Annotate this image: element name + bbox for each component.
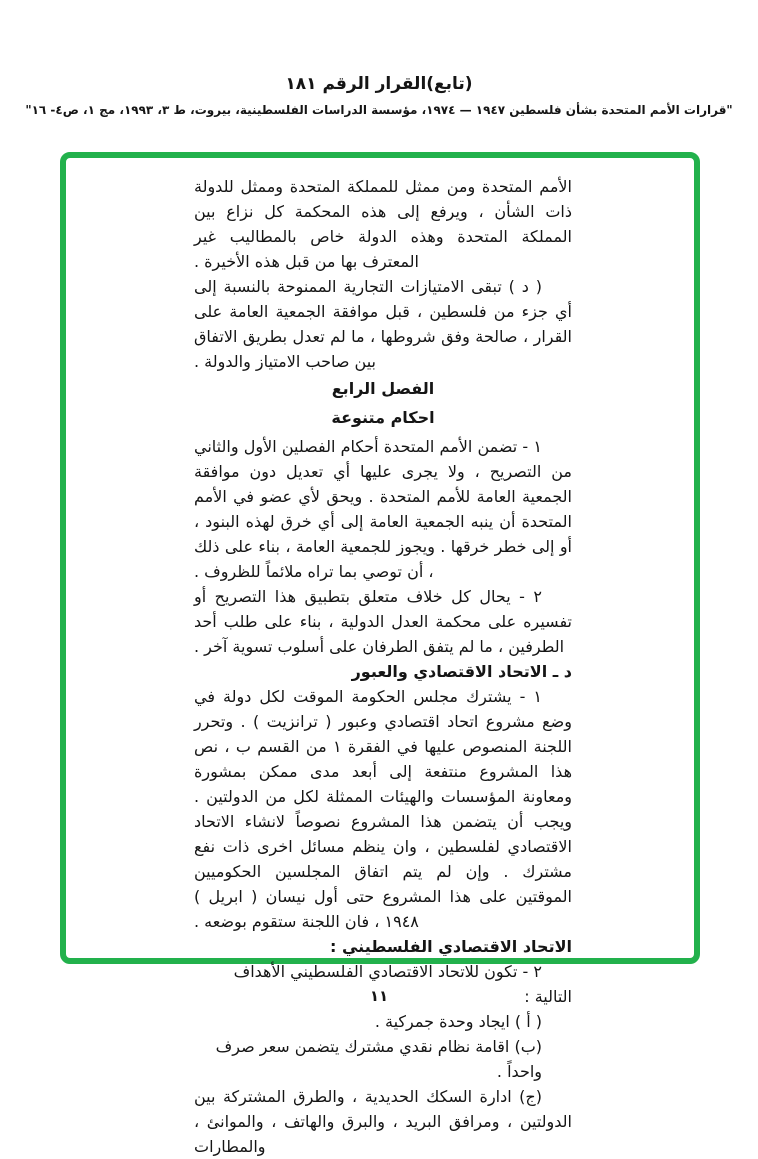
section-heading: الفصل الرابع [331,379,435,398]
paragraph: الأمم المتحدة ومن ممثل للمملكة المتحدة وممثل للدولة ذات الشأن ، ويرفع إلى هذه المحكمة كل نزاع بين المملكة المتحدة وهذه الدولة خاص بالمطاليب غير المعترف بها من قبل هذه الأخيرة . [194,177,572,271]
section-heading: د ـ الاتحاد الاقتصادي والعبور [351,662,572,681]
paragraph: ٢ - تكون للاتحاد الاقتصادي الفلسطيني الأهداف التالية : [233,962,572,1006]
document-source-citation: "قرارات الأمم المتحدة بشأن فلسطين ١٩٤٧ — ١٩٧٤، مؤسسة الدراسات الفلسطينية، بيروت، ط ٣، ١٩٩٣، مج ١، ص٤- ١٦" [25,103,733,117]
paragraph: ٢ - يحال كل خلاف متعلق بتطبيق هذا التصريح أو تفسيره على محكمة العدل الدولية ، بناء على طلب أحد الطرفين ، ما لم يتفق الطرفان على أسلوب تسوية آخر . [194,587,572,656]
paragraph: ١ - تضمن الأمم المتحدة أحكام الفصلين الأول والثاني من التصريح ، ولا يجرى عليها أي تعديل دون موافقة الجمعية العامة للأمم المتحدة . ويحق لأي عضو في الأمم المتحدة أن ينبه الجمعية العامة إلى أي خرق لهذه البنود ، أو إلى خطر خرقها . ويجوز للجمعية العامة ، بناء على ذلك ، أن توصي بما تراه ملائماً للظروف . [194,437,572,581]
document-title: (تابع)القرار الرقم ١٨١ [285,74,473,94]
section-heading: احكام متنوعة [331,408,435,427]
paragraph: (ج) ادارة السكك الحديدية ، والطرق المشتركة بين الدولتين ، ومرافق البريد ، والبرق والهاتف ، والموانئ ، والمطارات [194,1087,572,1156]
section-heading: الاتحاد الاقتصادي الفلسطيني : [330,937,572,956]
paragraph: ( د ) تبقى الامتيازات التجارية الممنوحة بالنسبة إلى أي جزء من فلسطين ، قبل موافقة الجمعية العامة على القرار ، صالحة وفق شروطها ، ما لم تعدل بطريق الاتفاق بين صاحب الامتياز والدولة . [194,277,572,371]
paragraph: ١ - يشترك مجلس الحكومة الموقت لكل دولة في وضع مشروع اتحاد اقتصادي وعبور ( ترانزيت ) . وتحرر اللجنة المنصوص عليها في الفقرة ١ من القسم ب ، نص هذا المشروع منتفعة إلى أبعد مدى ممكن بمشورة ومعاونة المؤسسات والهيئات الممثلة لكل من الدولتين . ويجب أن يتضمن هذا المشروع نصوصاً لانشاء الاتحاد الاقتصادي لفلسطين ، وان ينظم مسائل اخرى ذات نفع مشترك . وإن لم يتم اتفاق المجلسين الحكوميين الموقتين على هذا المشروع حتى أول نيسان ( ابريل ) ١٩٤٨ ، فان اللجنة ستقوم بوضعه . [194,687,573,931]
document-body [194,174,572,1159]
page-number: ١١ [369,987,389,1005]
page-header [0,72,758,120]
paragraph: (ب) اقامة نظام نقدي مشترك يتضمن سعر صرف واحداً . [215,1037,542,1081]
page-footer [0,986,758,1005]
paragraph: ( أ ) ايجاد وحدة جمركية . [374,1012,542,1031]
